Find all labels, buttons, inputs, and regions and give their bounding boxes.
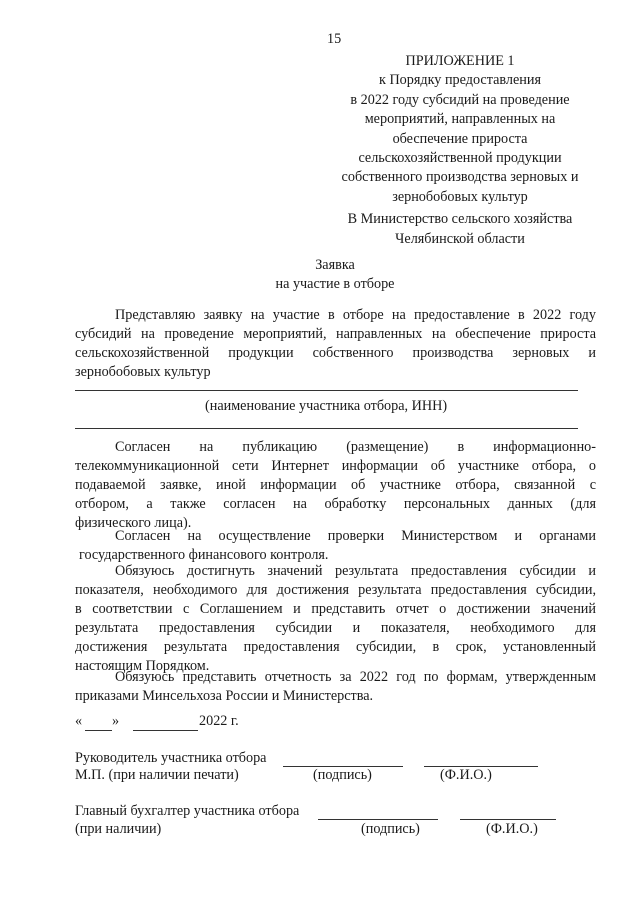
head-stamp-note: М.П. (при наличии печати) [75,767,239,783]
accountant-name-caption: (Ф.И.О.) [486,821,538,837]
text-line: сельскохозяйственной продукции собственного производства зерновых и [75,345,596,361]
date-close-quote: » [112,713,120,729]
title-line: Заявка [315,257,355,273]
appendix-line: к Порядку предоставления [379,72,541,89]
head-sign-caption: (подпись) [313,767,372,783]
text-line: настоящим Порядком. [75,658,210,674]
accountant-name-field[interactable] [460,819,556,820]
text-line: достижения результата предоставления субсидии, в срок, установленный [75,639,596,655]
intro-paragraph [75,306,596,382]
text-line: показателя, необходимого для достижения результата предоставления субсидии, [75,582,596,598]
date-year: 2022 г. [199,713,239,729]
text-line: Согласен на публикацию (размещение) в информационно- [115,439,596,455]
text-line: в соответствии с Соглашением и представить отчет о достижении значений [75,601,596,617]
page-number: 15 [327,31,342,47]
text-line: телекоммуникационной сети Интернет информации об участнике отбора, о [75,458,596,474]
consent-paragraph [75,438,596,533]
addressee-line: Челябинской области [395,231,525,247]
title-line: на участие в отборе [275,276,395,292]
text-line: результата предоставления субсидии и показателя, необходимого для [75,620,596,636]
accountant-sign-caption: (подпись) [361,821,420,837]
text-line: субсидий на проведение мероприятий, направленных на обеспечение прироста [75,326,596,342]
participant-inn-line[interactable] [75,428,578,429]
reporting-paragraph [75,668,596,706]
appendix-line: зернобобовых культур [392,188,528,205]
text-line: приказами Минсельхоза России и Министерства. [75,688,374,704]
text-line: зернобобовых культур [75,364,211,380]
text-line: государственного финансового контроля. [79,547,329,563]
text-line: отбором, а также согласен на обработку персональных данных (для [75,496,596,512]
accountant-signature-field[interactable] [318,819,438,820]
date-day-field[interactable] [85,730,112,731]
appendix-line: обеспечение прироста [392,130,528,147]
text-line: Обязуюсь представить отчетность за 2022 год по формам, утвержденным [115,669,596,685]
head-label: Руководитель участника отбора [75,750,267,766]
appendix-block [325,52,595,207]
appendix-line: собственного производства зерновых и [341,169,579,186]
date-month-field[interactable] [133,730,198,731]
result-paragraph [75,562,596,676]
text-line: Согласен на осуществление проверки Министерством и органами [115,528,596,544]
appendix-line: сельскохозяйственной продукции [358,150,562,167]
participant-name-line[interactable] [75,390,578,391]
addressee-line: В Министерство сельского хозяйства [347,211,573,227]
text-line: Обязуюсь достигнуть значений результата предоставления субсидии и [115,563,596,579]
addressee [325,209,595,249]
appendix-line: мероприятий, направленных на [364,111,556,128]
date-open-quote: « [75,713,83,729]
text-line: Представляю заявку на участие в отборе на предоставление в 2022 году [115,307,596,323]
participant-caption: (наименование участника отбора, ИНН) [205,398,448,414]
accountant-label: Главный бухгалтер участника отбора [75,803,300,819]
appendix-line: в 2022 году субсидий на проведение [350,91,570,108]
head-name-caption: (Ф.И.О.) [440,767,492,783]
appendix-title: ПРИЛОЖЕНИЕ 1 [405,53,515,69]
text-line: подаваемой заявке, иной информации об участнике отбора, связанной с [75,477,596,493]
document-title [230,256,440,294]
text-line: физического лица). [75,515,192,531]
verification-paragraph [75,527,596,565]
accountant-note: (при наличии) [75,821,162,837]
